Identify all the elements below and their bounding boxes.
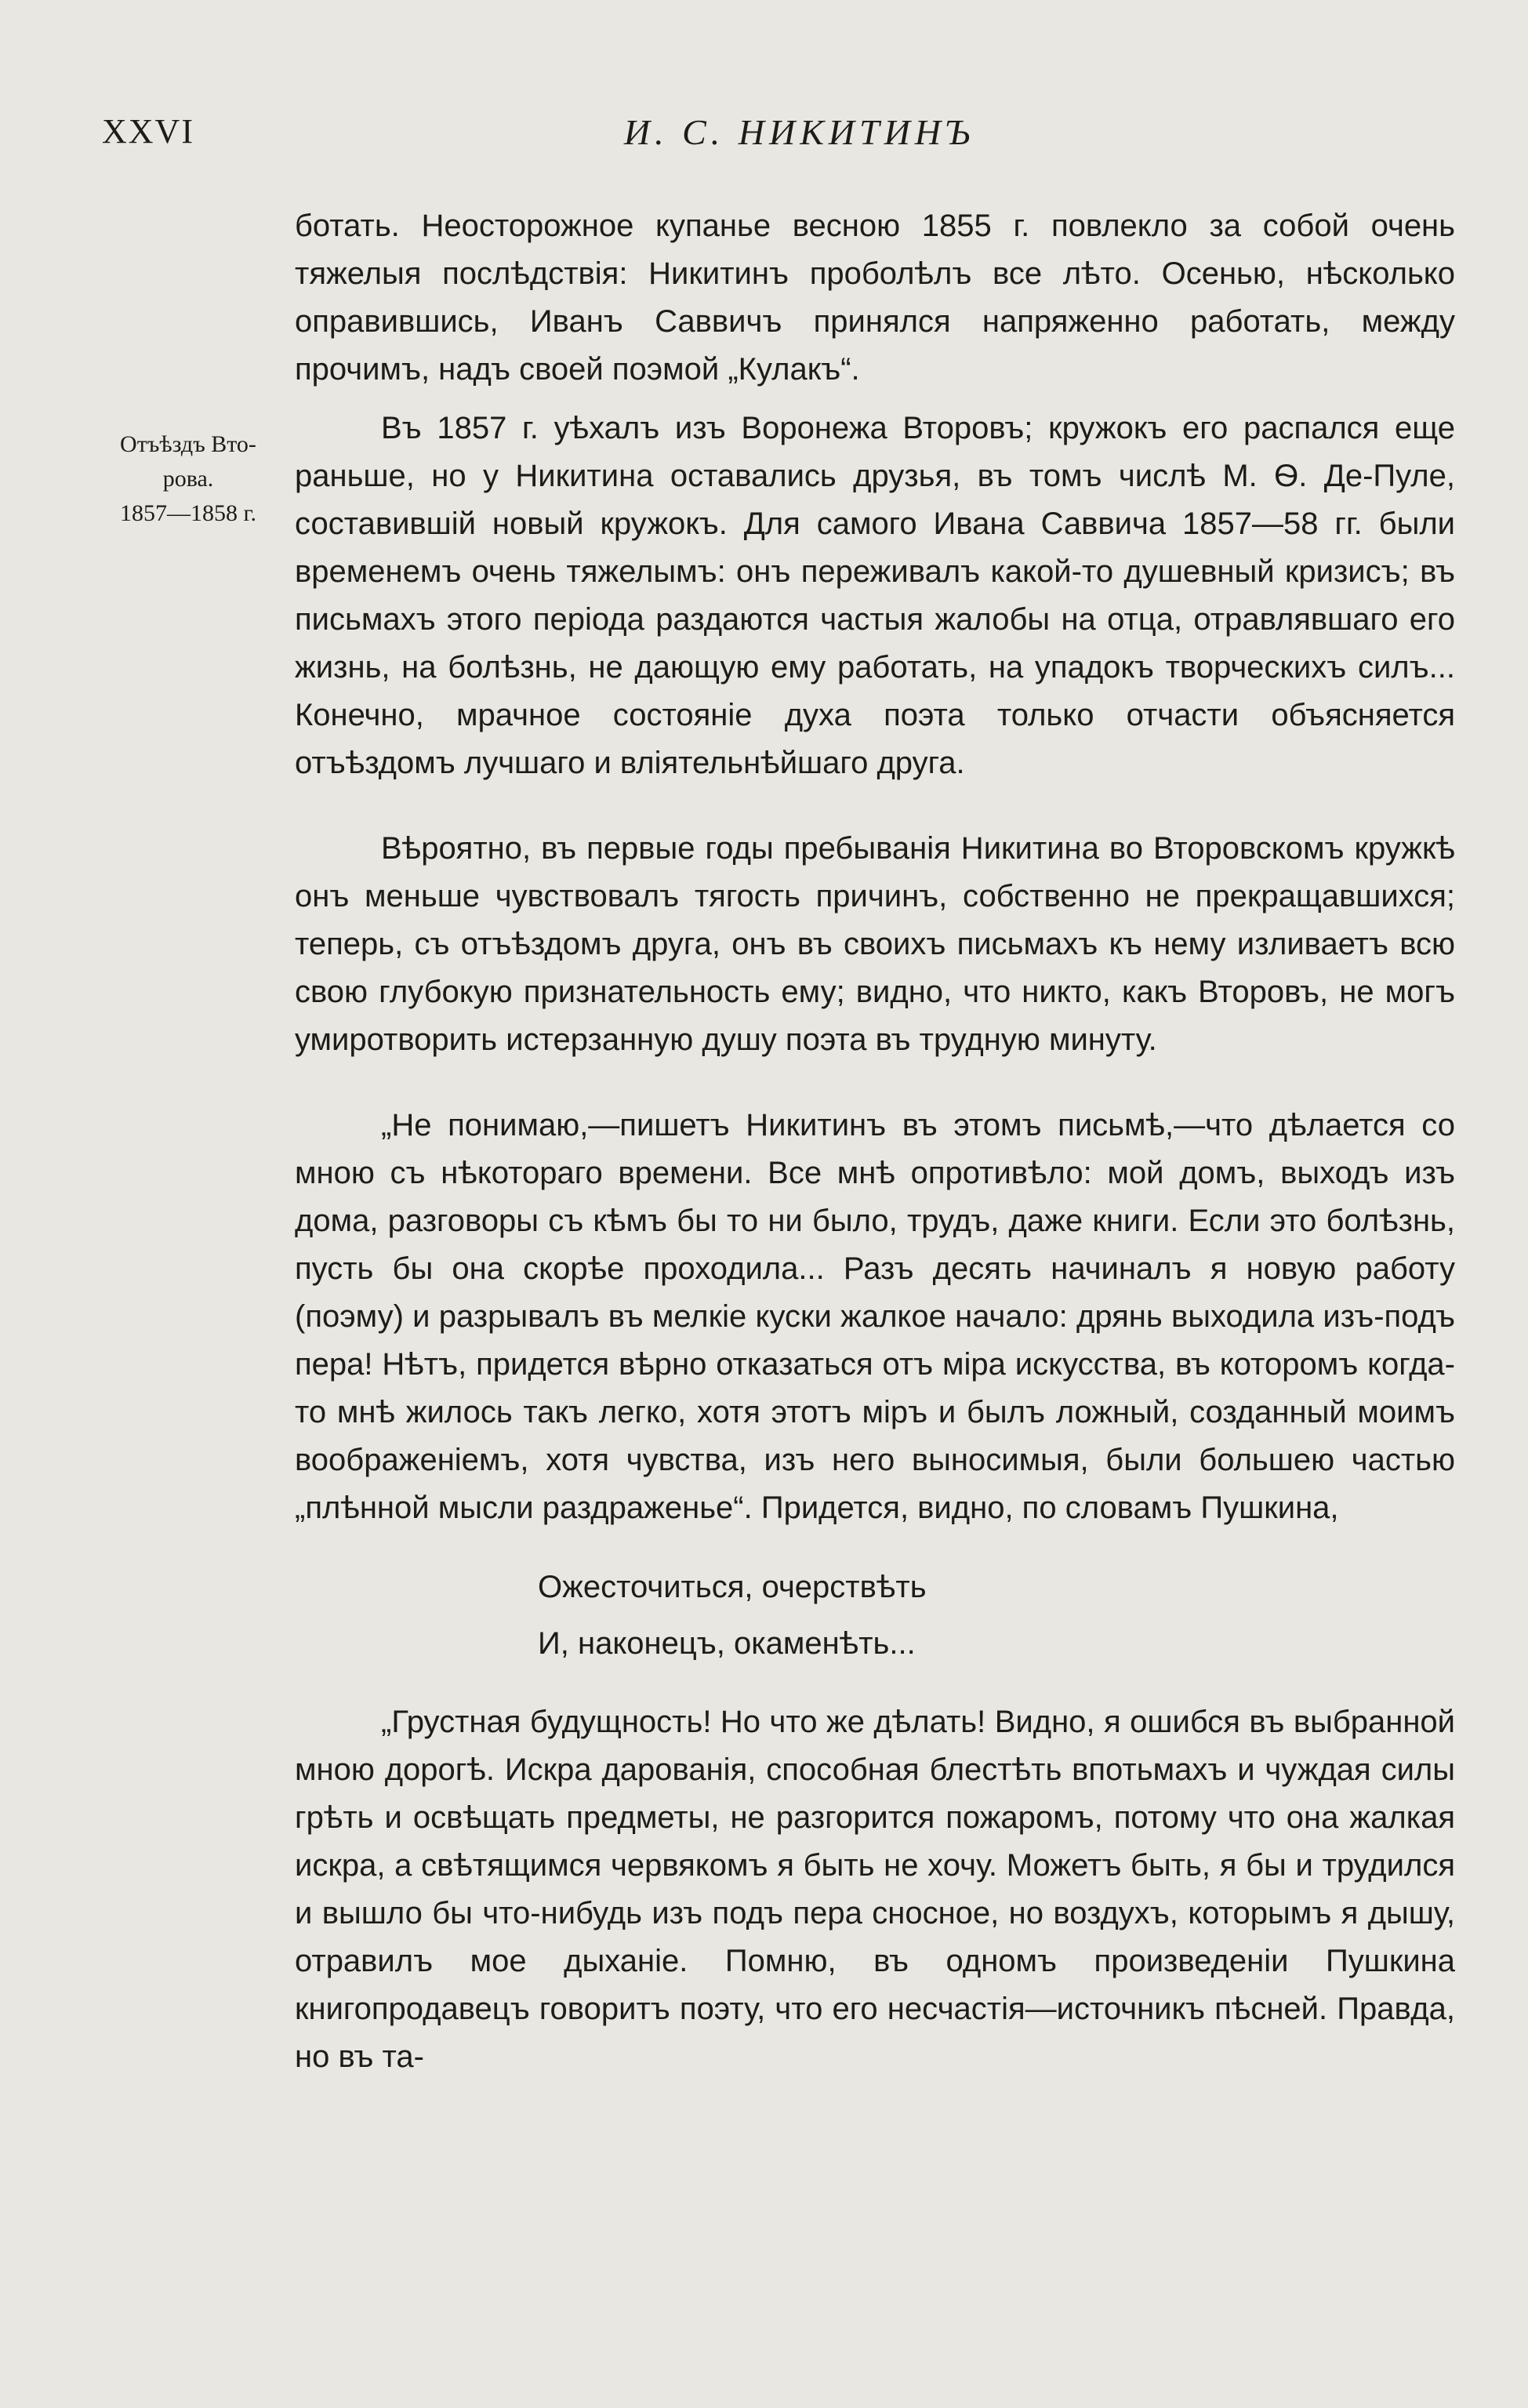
margin-note-line: 1857—1858 г. bbox=[120, 500, 256, 526]
verse-line: Ожесточиться, очерствѣть bbox=[538, 1570, 927, 1604]
paragraph: ботать. Неосторожное купанье весною 1855 г. повлекло за собой очень тяжелыя послѣдствія: Никитинъ проболѣлъ все лѣто. Осенью, нѣсколько оправившись, Иванъ Саввичъ принялся напряженно работать, между прочимъ, надъ своей поэмой „Кулакъ“. bbox=[295, 209, 1455, 387]
running-title: И. С. НИКИТИНЪ bbox=[623, 112, 975, 152]
paragraph: „Не понимаю,—пишетъ Никитинъ въ этомъ письмѣ,—что дѣлается со мною съ нѣкотораго времени. Все мнѣ опротивѣло: мой домъ, выходъ изъ дома, разговоры съ кѣмъ бы то ни было, трудъ, даже книги. Если это болѣзнь, пусть бы она скорѣе проходила... Разъ десять начиналъ я новую работу (поэму) и разрывалъ въ мелкіе куски жалкое начало: дрянь выходила изъ-подъ пера! Нѣтъ, придется вѣрно отказаться отъ міра искусства, въ которомъ когда-то мнѣ жилось такъ легко, хотя этотъ міръ и былъ ложный, созданный моимъ воображеніемъ, хотя чувства, изъ него выносимыя, были большею частью „плѣнной мысли раздраженье“. Придется, видно, по словамъ Пушкина, bbox=[295, 1108, 1455, 1525]
paragraph: Въ 1857 г. уѣхалъ изъ Воронежа Второвъ; кружокъ его распался еще раньше, но у Никитина оставались друзья, въ томъ числѣ М. Ѳ. Де-Пуле, составившій новый кружокъ. Для самого Ивана Саввича 1857—58 гг. были временемъ очень тяжелымъ: онъ переживалъ какой-то душевный кризисъ; въ письмахъ этого періода раздаются частыя жалобы на отца, отравлявшаго его жизнь, на болѣзнь, не дающую ему работать, на упадокъ творческихъ силъ... Конечно, мрачное состояніе духа поэта только отчасти объясняется отъѣздомъ лучшаго и вліятельнѣйшаго друга. bbox=[295, 411, 1455, 780]
verse-quote bbox=[538, 1559, 1455, 1672]
paragraph: Вѣроятно, въ первые годы пребыванія Никитина во Второвскомъ кружкѣ онъ меньше чувствовалъ тягость причинъ, собственно не прекращавшихся; теперь, съ отъѣздомъ друга, онъ въ своихъ письмахъ къ нему изливаетъ всю свою глубокую признательность ему; видно, что никто, какъ Второвъ, не могъ умиротворить истерзанную душу поэта въ трудную минуту. bbox=[295, 831, 1455, 1057]
margin-note bbox=[94, 427, 282, 531]
running-head bbox=[102, 111, 1450, 166]
paragraph: „Грустная будущность! Но что же дѣлать! Видно, я ошибся въ выбранной мною дорогѣ. Искра дарованія, способная блестѣть впотьмахъ и чуждая силы грѣть и освѣщать предметы, не разгорится пожаромъ, потому что она жалкая искра, а свѣтящимся червякомъ я быть не хочу. Можетъ быть, я бы и трудился и вышло бы что-нибудь изъ подъ пера сносное, но воздухъ, которымъ я дышу, отравилъ мое дыханіе. Помню, въ одномъ произведеніи Пушкина книгопродавецъ говоритъ поэту, что его несчастія—источникъ пѣсней. Правда, но въ та- bbox=[295, 1705, 1455, 2074]
margin-note-line: Отъѣздъ Вто- bbox=[120, 431, 256, 457]
page-number: XXVI bbox=[102, 112, 194, 151]
verse-line: И, наконецъ, окаменѣть... bbox=[538, 1626, 916, 1661]
body-text bbox=[295, 202, 1455, 2081]
margin-note-line: рова. bbox=[162, 466, 214, 492]
